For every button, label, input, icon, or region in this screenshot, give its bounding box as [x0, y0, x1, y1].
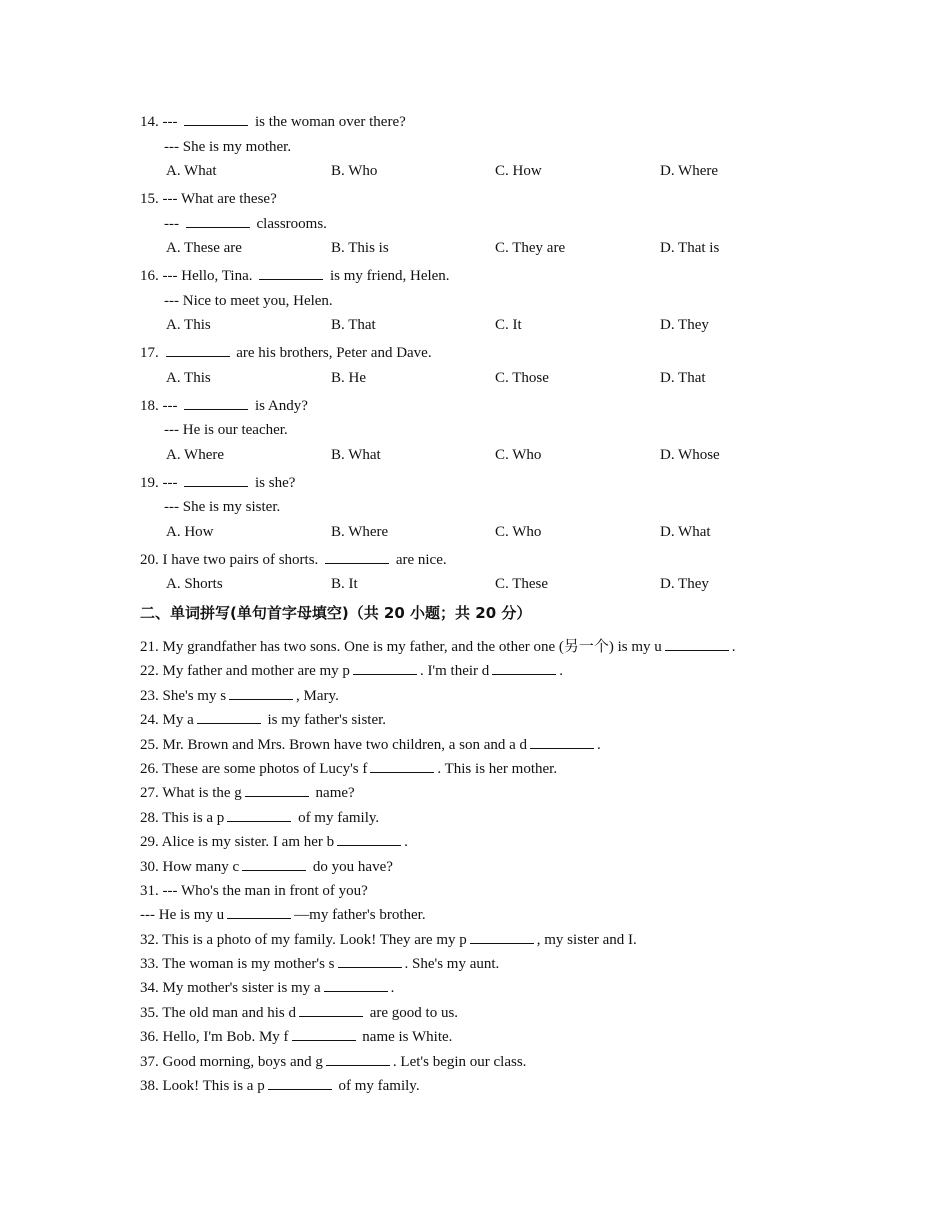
spelling-item: 23. She's my s , Mary. [140, 684, 900, 708]
option-a[interactable]: A. This [166, 369, 211, 386]
answer-blank[interactable] [353, 660, 417, 675]
spelling-item: 36. Hello, I'm Bob. My f name is White. [140, 1025, 900, 1049]
answer-blank[interactable] [184, 111, 248, 126]
spelling-item: 38. Look! This is a p of my family. [140, 1074, 900, 1098]
answer-options [140, 236, 840, 264]
answer-options [140, 520, 840, 548]
answer-blank[interactable] [227, 807, 291, 822]
spelling-item: 29. Alice is my sister. I am her b . [140, 830, 900, 854]
option-a[interactable]: A. How [166, 523, 214, 540]
option-a[interactable]: A. Shorts [166, 576, 223, 592]
answer-blank[interactable] [530, 734, 594, 749]
option-d[interactable]: D. That [660, 369, 706, 386]
question-response-line: --- classrooms. [140, 212, 840, 237]
option-a[interactable]: A. These are [166, 240, 242, 256]
spelling-item: 22. My father and mother are my p . I'm their d . [140, 659, 900, 683]
answer-options [140, 159, 840, 187]
answer-blank[interactable] [665, 636, 729, 651]
spelling-item: 21. My grandfather has two sons. One is my father, and the other one (另一个) is my u . [140, 635, 900, 659]
question-19 [140, 471, 840, 548]
question-14 [140, 110, 840, 187]
option-c[interactable]: C. These [495, 576, 549, 592]
question-number: 16. [140, 268, 159, 284]
answer-blank[interactable] [292, 1026, 356, 1041]
question-response-line: --- He is our teacher. [164, 422, 288, 438]
answer-blank[interactable] [245, 782, 309, 797]
option-b[interactable]: B. He [331, 369, 366, 386]
answer-options [140, 313, 840, 341]
question-stem [140, 548, 840, 573]
answer-blank[interactable] [492, 660, 556, 675]
answer-blank[interactable] [184, 395, 248, 410]
spelling-item: 30. How many c do you have? [140, 855, 900, 879]
option-c[interactable]: C. It [495, 317, 522, 333]
question-text: are his brothers, Peter and Dave. [163, 345, 432, 361]
spelling-item: 24. My a is my father's sister. [140, 708, 900, 732]
spelling-item: --- He is my u —my father's brother. [140, 903, 900, 927]
question-response-line: --- She is my sister. [164, 499, 281, 515]
answer-options [140, 366, 840, 394]
question-number: 14. [140, 114, 159, 130]
question-text: --- is Andy? [163, 398, 308, 414]
spelling-item: 28. This is a p of my family. [140, 806, 900, 830]
section-2-title: 二、单词拼写(单句首字母填空)（共 20 小题；共 20 分） [140, 604, 532, 622]
question-stem [140, 110, 840, 135]
option-c[interactable]: C. They are [495, 240, 566, 256]
spelling-item: 33. The woman is my mother's s . She's my aunt. [140, 952, 900, 976]
spelling-item: 35. The old man and his d are good to us. [140, 1001, 900, 1025]
question-response-line: --- Nice to meet you, Helen. [164, 292, 333, 309]
question-text: --- What are these? [162, 191, 277, 207]
option-c[interactable]: C. How [495, 163, 542, 179]
option-d[interactable]: D. They [660, 576, 709, 592]
question-number: 15. [140, 191, 159, 207]
spelling-item: 26. These are some photos of Lucy's f . This is her mother. [140, 757, 900, 781]
multiple-choice-section [140, 110, 840, 600]
answer-blank[interactable] [338, 953, 402, 968]
option-b[interactable]: B. This is [331, 240, 389, 256]
option-a[interactable]: A. Where [166, 446, 225, 463]
option-b[interactable]: B. Where [331, 523, 389, 540]
answer-blank[interactable] [259, 265, 323, 280]
answer-blank[interactable] [370, 758, 434, 773]
option-b[interactable]: B. What [331, 446, 381, 463]
answer-blank[interactable] [268, 1075, 332, 1090]
spelling-item: 34. My mother's sister is my a . [140, 976, 900, 1000]
question-16 [140, 264, 840, 341]
spelling-item: 31. --- Who's the man in front of you? [140, 882, 368, 899]
question-stem [140, 471, 840, 496]
question-number: 19. [140, 474, 159, 491]
answer-blank[interactable] [197, 709, 261, 724]
question-text: --- is she? [163, 475, 296, 491]
spelling-item: 37. Good morning, boys and g . Let's begin our class. [140, 1050, 900, 1074]
option-a[interactable]: A. What [166, 163, 217, 179]
spelling-item: 25. Mr. Brown and Mrs. Brown have two children, a son and a d . [140, 733, 900, 757]
answer-blank[interactable] [299, 1002, 363, 1017]
answer-blank[interactable] [326, 1051, 390, 1066]
question-20 [140, 548, 840, 601]
answer-options [140, 443, 840, 471]
question-number: 17. [140, 345, 159, 361]
answer-blank[interactable] [324, 977, 388, 992]
answer-blank[interactable] [186, 213, 250, 228]
answer-blank[interactable] [227, 904, 291, 919]
question-text: I have two pairs of shorts. are nice. [163, 552, 447, 568]
question-number: 18. [140, 397, 159, 414]
word-spelling-section [140, 635, 900, 1098]
question-stem [140, 394, 840, 419]
answer-blank[interactable] [470, 929, 534, 944]
option-d[interactable]: D. Where [660, 163, 719, 179]
option-c[interactable]: C. Who [495, 446, 542, 463]
answer-options [140, 572, 840, 600]
question-18 [140, 394, 840, 471]
question-text: --- Hello, Tina. is my friend, Helen. [163, 268, 450, 284]
answer-blank[interactable] [242, 856, 306, 871]
answer-blank[interactable] [229, 685, 293, 700]
option-c[interactable]: C. Who [495, 523, 542, 540]
question-response-line: --- She is my mother. [164, 138, 292, 155]
question-stem [140, 187, 840, 212]
answer-blank[interactable] [166, 342, 230, 357]
option-d[interactable]: D. Whose [660, 446, 720, 463]
option-a[interactable]: A. This [166, 317, 211, 333]
question-text: --- is the woman over there? [163, 114, 406, 130]
spelling-item: 32. This is a photo of my family. Look! They are my p , my sister and I. [140, 928, 900, 952]
answer-blank[interactable] [337, 831, 401, 846]
option-d[interactable]: D. That is [660, 240, 720, 256]
question-stem [140, 341, 840, 366]
option-b[interactable]: B. It [331, 576, 358, 592]
question-stem [140, 264, 840, 289]
answer-blank[interactable] [325, 549, 389, 564]
question-15 [140, 187, 840, 264]
option-b[interactable]: B. Who [331, 163, 378, 179]
option-d[interactable]: D. What [660, 523, 711, 540]
option-b[interactable]: B. That [331, 317, 376, 333]
question-17 [140, 341, 840, 394]
question-number: 20. [140, 551, 159, 568]
option-c[interactable]: C. Those [495, 369, 549, 386]
answer-blank[interactable] [184, 472, 248, 487]
option-d[interactable]: D. They [660, 317, 709, 333]
spelling-item: 27. What is the g name? [140, 781, 900, 805]
